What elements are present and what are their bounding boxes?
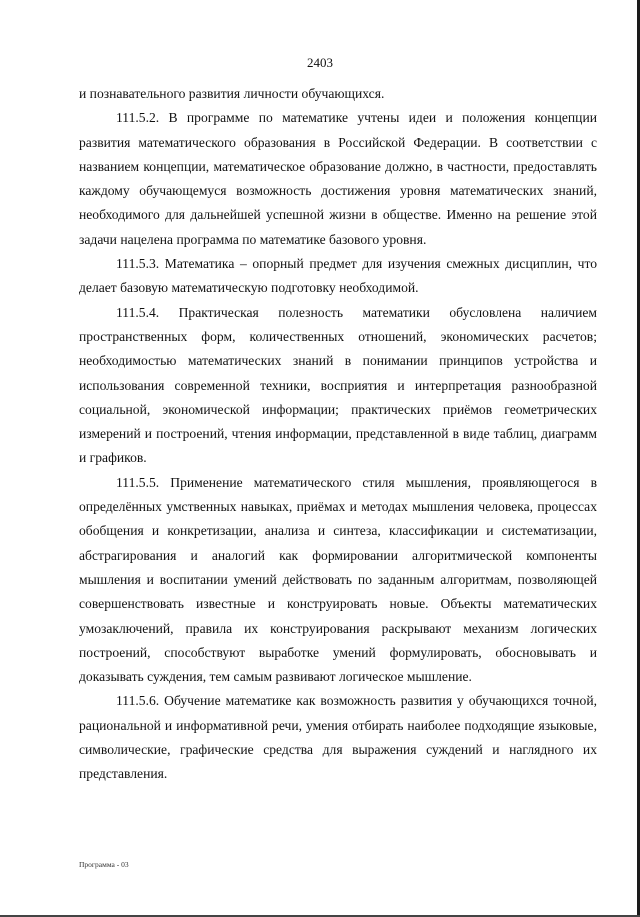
body-text xyxy=(79,82,597,787)
footer-label: Программа - 03 xyxy=(79,860,129,869)
paragraph-111-5-2: 111.5.2. В программе по математике учтены идеи и положения концепции развития математического образования в Российской Федерации. В соответствии с названием концепции, математическое образование должно, в частности, предоставлять каждому обучающемуся возможность достижения уровня математических знаний, необходимого для дальнейшей успешной жизни в обществе. Именно на решение этой задачи нацелена программа по математике базового уровня. xyxy=(79,110,597,247)
paragraph-111-5-3: 111.5.3. Математика – опорный предмет для изучения смежных дисциплин, что делает базовую математическую подготовку необходимой. xyxy=(79,256,597,296)
paragraph-111-5-5: 111.5.5. Применение математического стиля мышления, проявляющегося в определённых умственных навыках, приёмах и методах мышления человека, процессах обобщения и конкретизации, анализа и синтеза, классификации и систематизации, абстрагирования и аналогий как формировании алгоритмической компоненты мышления и воспитании умений действовать по заданным алгоритмам, позволяющей совершенствовать известные и конструировать новые. Объекты математических умозаключений, правила их конструирования раскрывают механизм логических построений, способствуют выработке умений формулировать, обосновывать и доказывать суждения, тем самым развивают логическое мышление. xyxy=(79,474,597,685)
paragraph-111-5-6: 111.5.6. Обучение математике как возможность развития у обучающихся точной, рациональной и информативной речи, умения отбирать наиболее подходящие языковые, символические, графические средства для выражения суждений и наглядного их представления. xyxy=(79,693,597,782)
page-number: 2403 xyxy=(307,55,333,70)
paragraph-111-5-4: 111.5.4. Практическая полезность математики обусловлена наличием пространственных форм, количественных отношений, экономических расчетов; необходимостью математических знаний в понимании принципов устройства и использования современной техники, восприятия и интерпретация разнообразной социальной, экономической информации; практических приёмов геометрических измерений и построений, чтения информации, представленной в виде таблиц, диаграмм и графиков. xyxy=(79,304,597,466)
paragraph-continuation: и познавательного развития личности обучающихся. xyxy=(79,86,385,101)
